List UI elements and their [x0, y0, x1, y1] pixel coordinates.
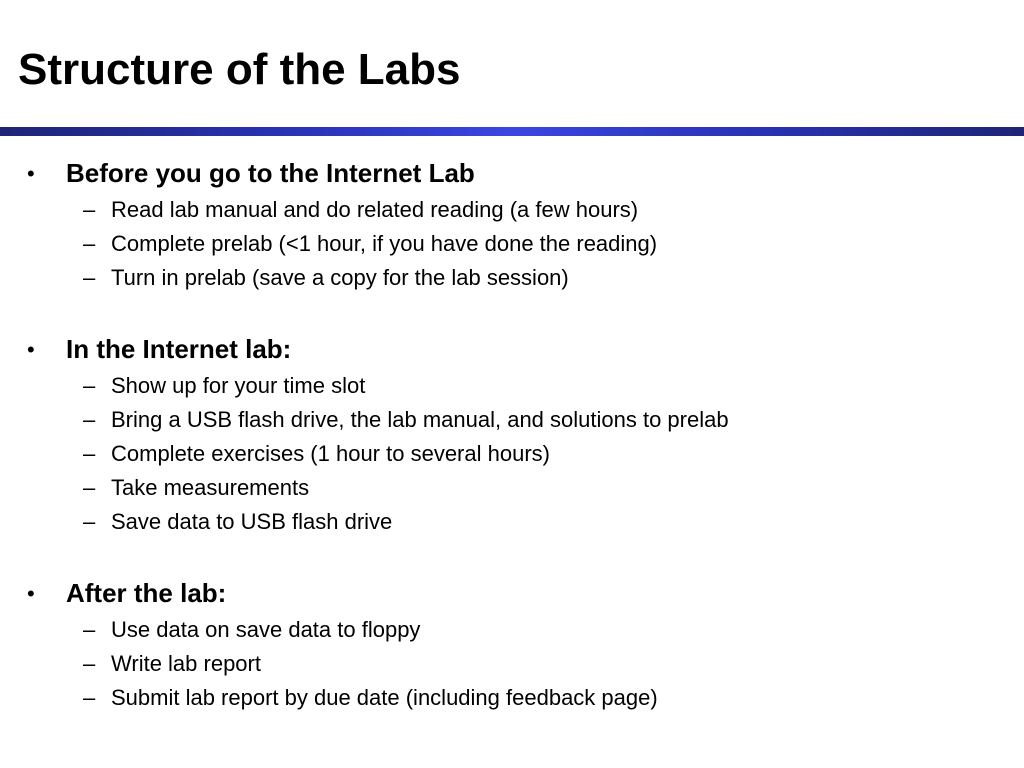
- dash-icon: –: [83, 407, 96, 432]
- sub-item: [0, 369, 1024, 403]
- sub-item-text: Bring a USB flash drive, the lab manual, and solutions to prelab: [111, 407, 729, 432]
- dash-icon: –: [83, 651, 96, 676]
- dash-icon: –: [83, 441, 96, 466]
- sub-item: [0, 647, 1024, 681]
- sub-item-text: Use data on save data to floppy: [111, 617, 421, 642]
- dash-icon: –: [83, 475, 96, 500]
- sub-list: [0, 613, 1024, 715]
- sub-item: [0, 403, 1024, 437]
- section-heading: Before you go to the Internet Lab: [66, 158, 475, 188]
- slide-title: Structure of the Labs: [18, 45, 461, 94]
- sub-list: [0, 193, 1024, 295]
- sub-item-text: Turn in prelab (save a copy for the lab session): [111, 265, 569, 290]
- sub-item-text: Complete exercises (1 hour to several hours): [111, 441, 550, 466]
- sub-item: [0, 471, 1024, 505]
- sub-item-text: Write lab report: [111, 651, 261, 676]
- sub-item: [0, 227, 1024, 261]
- dash-icon: –: [83, 685, 96, 710]
- sub-item: [0, 261, 1024, 295]
- dash-icon: –: [83, 197, 96, 222]
- section-after-lab: [0, 575, 1024, 715]
- sub-item-text: Save data to USB flash drive: [111, 509, 393, 534]
- dash-icon: –: [83, 231, 96, 256]
- sub-item: [0, 505, 1024, 539]
- title-divider: [0, 127, 1024, 136]
- sub-item-text: Read lab manual and do related reading (a few hours): [111, 197, 639, 222]
- section-heading: In the Internet lab:: [66, 334, 292, 364]
- sub-list: [0, 369, 1024, 539]
- bullet-item: [0, 331, 1024, 369]
- sub-item: [0, 437, 1024, 471]
- section-before-lab: [0, 155, 1024, 295]
- sub-item: [0, 681, 1024, 715]
- section-heading: After the lab:: [66, 578, 227, 608]
- bullet-icon: •: [27, 337, 35, 362]
- sub-item-text: Take measurements: [111, 475, 310, 500]
- section-in-lab: [0, 331, 1024, 539]
- sub-item: [0, 193, 1024, 227]
- sub-item: [0, 613, 1024, 647]
- dash-icon: –: [83, 265, 96, 290]
- dash-icon: –: [83, 373, 96, 398]
- bullet-item: [0, 575, 1024, 613]
- slide-content: [0, 155, 1024, 751]
- bullet-icon: •: [27, 161, 35, 186]
- sub-item-text: Submit lab report by due date (including feedback page): [111, 685, 658, 710]
- sub-item-text: Complete prelab (<1 hour, if you have done the reading): [111, 231, 658, 256]
- bullet-item: [0, 155, 1024, 193]
- dash-icon: –: [83, 617, 96, 642]
- dash-icon: –: [83, 509, 96, 534]
- sub-item-text: Show up for your time slot: [111, 373, 366, 398]
- bullet-icon: •: [27, 581, 35, 606]
